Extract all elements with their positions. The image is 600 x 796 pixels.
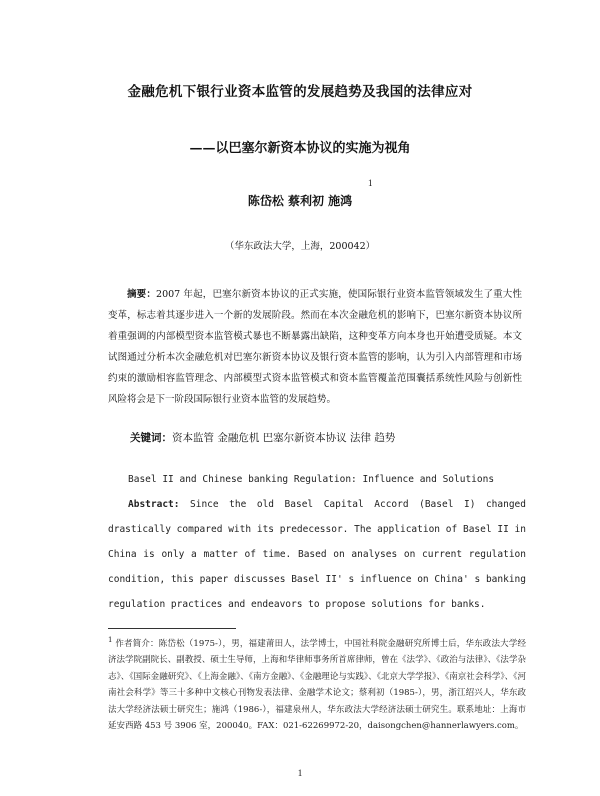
chinese-abstract — [108, 284, 522, 410]
paper-subtitle: ——以巴塞尔新资本协议的实施为视角 — [189, 141, 411, 156]
paper-title: 金融危机下银行业资本监管的发展趋势及我国的法律应对 — [127, 84, 473, 100]
keywords — [130, 430, 395, 445]
abstract-text: 2007 年起，巴塞尔新资本协议的正式实施，使国际银行业资本监管领域发生了重大性变革，标志着其逐步进入一个新的发展阶段。然而在本次金融危机的影响下，巴塞尔新资本协议所着重强调的内部模型资本监管模式暴也不断暴露出缺陷，这种变革方向本身也开始遭受质疑。本文试图通过分析本次金融危机对巴塞尔新资本协议及银行资本监管的影响，认为引入内部管理和市场约束的激励相容监管理念、内部模型式资本监管模式和资本监管覆盖范围囊括系统性风险与创新性风险将会是下一阶段国际银行业资本监管的发展趋势。 — [108, 289, 522, 405]
footnote-text: 作者简介：陈岱松（1975-），男，福建莆田人，法学博士，中国社科院金融研究所博士后，华东政法大学经济法学院副院长、副教授、硕士生导师，上海和华律师事务所首席律师，曾在《法学》、《政治与法律》、《法学杂志》、《国际金融研究》、《上海金融》、《南方金融》、《金融理论与实践》、《北京大学学报》、《南京社会科学》、《河南社会科学》等三十多种中文核心刊物发表法律、金融学术论文；蔡利初（1985-），男，浙江绍兴人，华东政法大学经济法硕士研究生；施鸿（1986-），福建泉州人，华东政法大学经济法硕士研究生。联系地址：上海市延安西路 453 号 3906 室，200040。FAX：021-62269972-20，daisongchen@hannerlawyers.com。 — [108, 638, 526, 732]
english-abstract-text: Since the old Basel Capital Accord (Basel I) changed drastically compared with its predecessor. The application of Basel II in China is only a matter of time. Based on analyses on current regulation condition, this paper discusses Basel II' s influence on China' s banking regulation practices and endeavors to propose solutions for banks. — [108, 499, 526, 610]
author-list: 陈岱松 蔡利初 施鸿 — [247, 194, 353, 208]
affiliation: （华东政法大学，上海，200042） — [224, 241, 376, 252]
english-abstract — [108, 492, 526, 617]
footnote-mark: 1 — [108, 636, 113, 644]
keywords-text: 资本监管 金融危机 巴塞尔新资本协议 法律 趋势 — [172, 432, 396, 444]
keywords-label: 关键词： — [130, 432, 172, 444]
abstract-label: 摘要： — [127, 289, 157, 300]
english-title: Basel II and Chinese banking Regulation: Influence and Solutions — [128, 474, 495, 485]
footnote — [108, 632, 526, 735]
english-section — [108, 467, 526, 617]
author-footnote-mark: 1 — [368, 178, 373, 188]
page-number: 1 — [297, 768, 303, 778]
footnote-divider — [108, 628, 236, 629]
english-abstract-label: Abstract: — [128, 499, 180, 510]
